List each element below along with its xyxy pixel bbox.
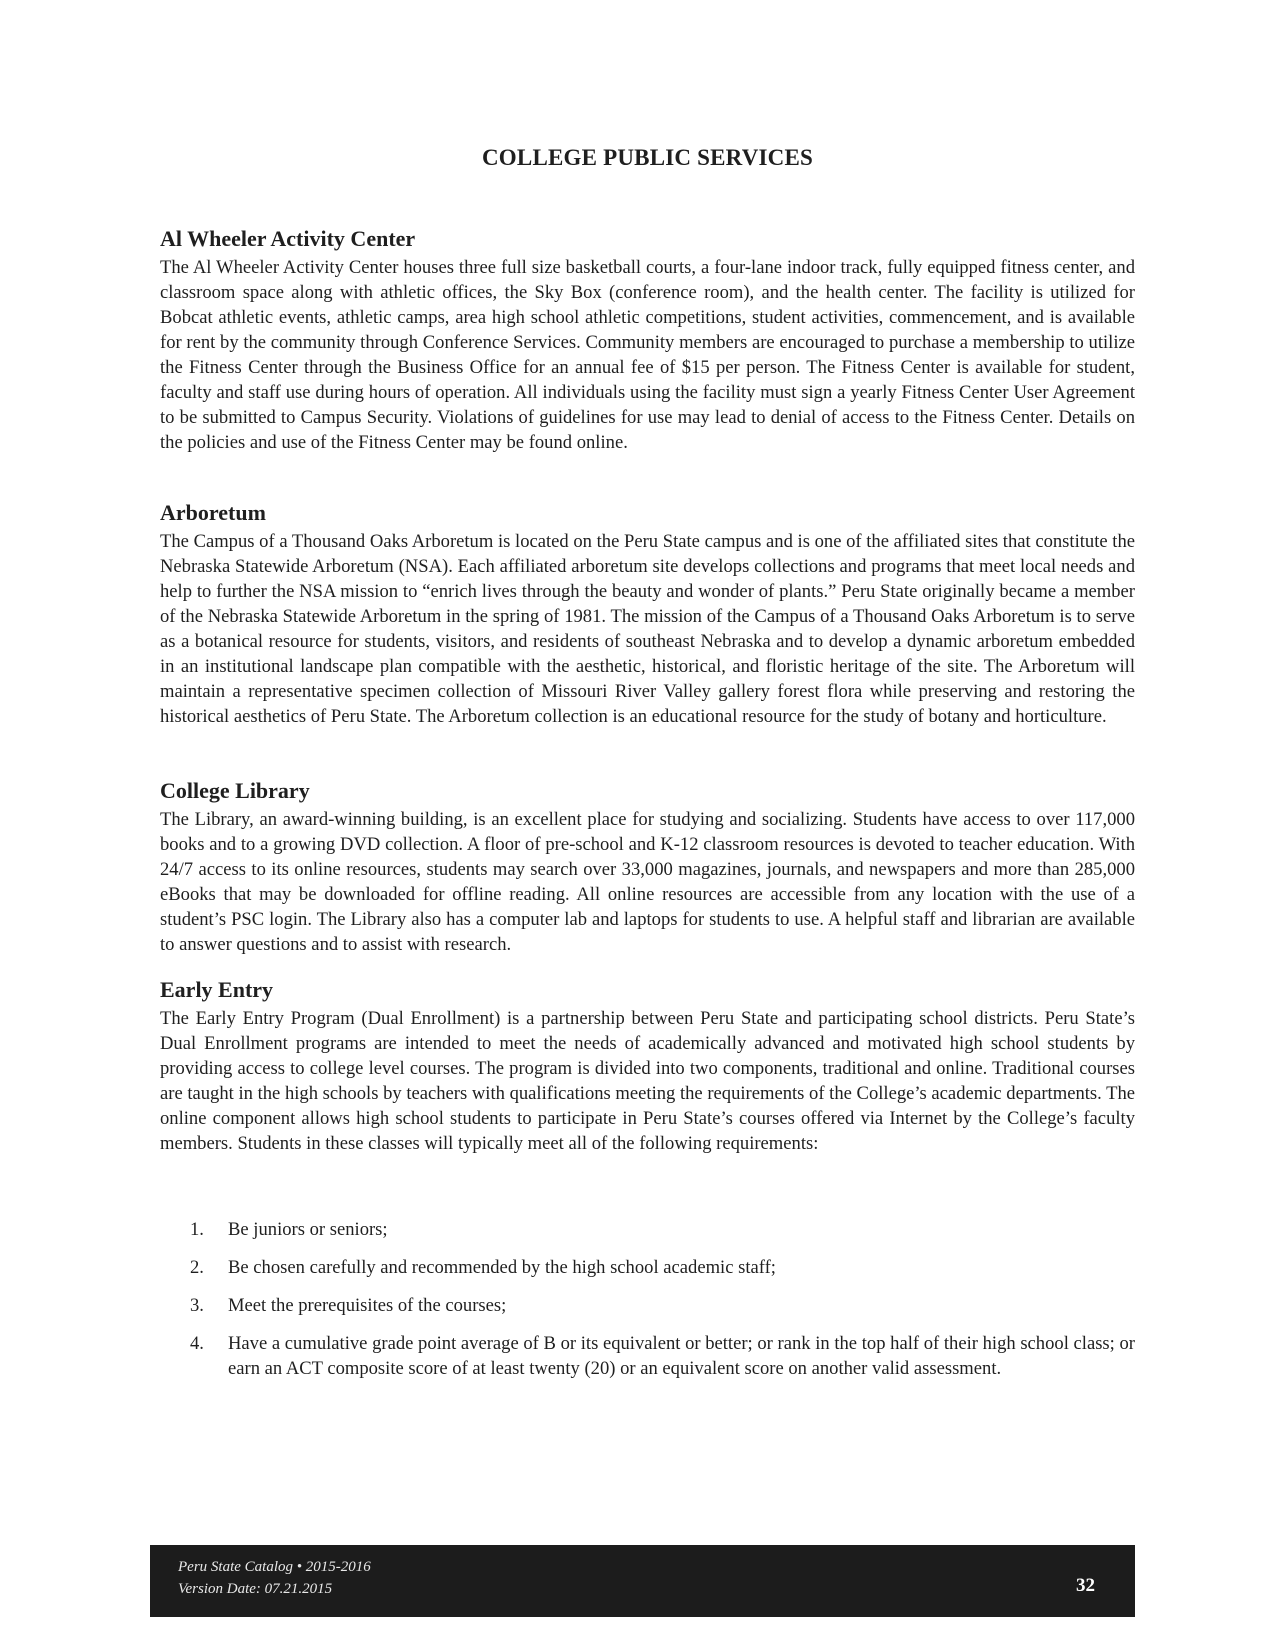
list-item <box>160 1255 1135 1280</box>
section-heading: College Library <box>160 778 310 803</box>
list-item-number: 4. <box>190 1333 204 1354</box>
list-item-text: Be chosen carefully and recommended by the high school academic staff; <box>228 1257 776 1278</box>
section-body: The Campus of a Thousand Oaks Arboretum is located on the Peru State campus and is one of the affiliated sites that constitute the Nebraska Statewide Arboretum (NSA). Each affiliated arboretum site develops collections and programs that meet local needs and help to further the NSA mission to “enrich lives through the beauty and wonder of plants.” Peru State originally became a member of the Nebraska Statewide Arboretum in the spring of 1981. The mission of the Campus of a Thousand Oaks Arboretum is to serve as a botanical resource for students, visitors, and residents of southeast Nebraska and to develop a dynamic arboretum embedded in an institutional landscape plan compatible with the aesthetic, historical, and floristic heritage of the site. The Arboretum will maintain a representative specimen collection of Missouri River Valley gallery forest flora while preserving and restoring the historical aesthetics of Peru State. The Arboretum collection is an educational resource for the study of botany and horticulture. <box>160 531 1135 727</box>
list-item <box>160 1217 1135 1242</box>
section-body: The Al Wheeler Activity Center houses three full size basketball courts, a four-lane indoor track, fully equipped fitness center, and classroom space along with athletic offices, the Sky Box (conference room), and the health center. The facility is utilized for Bobcat athletic events, athletic camps, area high school athletic competitions, student activities, commencement, and is available for rent by the community through Conference Services. Community members are encouraged to purchase a membership to utilize the Fitness Center through the Business Office for an annual fee of $15 per person. The Fitness Center is available for student, faculty and staff use during hours of operation. All individuals using the facility must sign a yearly Fitness Center User Agreement to be submitted to Campus Security. Violations of guidelines for use may lead to denial of access to the Fitness Center. Details on the policies and use of the Fitness Center may be found online. <box>160 257 1135 453</box>
requirements-list <box>160 1217 1135 1394</box>
section-arboretum <box>160 500 1135 729</box>
section-heading: Early Entry <box>160 977 274 1002</box>
list-item <box>160 1293 1135 1318</box>
footer-catalog-title: Peru State Catalog • 2015-2016 <box>178 1559 371 1575</box>
page-number: 32 <box>1076 1575 1095 1596</box>
section-college-library <box>160 778 1135 957</box>
footer-bar <box>150 1545 1135 1617</box>
section-heading: Arboretum <box>160 500 266 525</box>
section-body: The Library, an award-winning building, is an excellent place for studying and socializing. Students have access to over 117,000 books and to a growing DVD collection. A floor of pre-school and K-12 classroom resources is devoted to teacher education. With 24/7 access to its online resources, students may search over 33,000 magazines, journals, and newspapers and more than 285,000 eBooks that may be downloaded for offline reading. All online resources are accessible from any location with the use of a student’s PSC login. The Library also has a computer lab and laptops for students to use. A helpful staff and librarian are available to answer questions and to assist with research. <box>160 809 1135 955</box>
list-item <box>160 1331 1135 1381</box>
list-item-text: Be juniors or seniors; <box>228 1219 388 1240</box>
footer-version-date: Version Date: 07.21.2015 <box>178 1581 333 1597</box>
list-item-number: 2. <box>190 1257 204 1278</box>
section-al-wheeler-activity-center <box>160 226 1135 455</box>
list-item-text: Meet the prerequisites of the courses; <box>228 1295 507 1316</box>
section-body: The Early Entry Program (Dual Enrollment) is a partnership between Peru State and participating school districts. Peru State’s Dual Enrollment programs are intended to meet the needs of academically advanced and motivated high school students by providing access to college level courses. The program is divided into two components, traditional and online. Traditional courses are taught in the high schools by teachers with qualifications meeting the requirements of the College’s academic departments. The online component allows high school students to participate in Peru State’s courses offered via Internet by the College’s faculty members. Students in these classes will typically meet all of the following requirements: <box>160 1008 1136 1154</box>
page-title: COLLEGE PUBLIC SERVICES <box>482 145 813 170</box>
list-item-text: Have a cumulative grade point average of B or its equivalent or better; or rank in the top half of their high school class; or earn an ACT composite score of at least twenty (20) or an equivalent score on another valid assessment. <box>228 1333 1135 1379</box>
list-item-number: 1. <box>190 1219 204 1240</box>
section-heading: Al Wheeler Activity Center <box>160 226 416 251</box>
list-item-number: 3. <box>190 1295 204 1316</box>
section-early-entry <box>160 977 1135 1156</box>
